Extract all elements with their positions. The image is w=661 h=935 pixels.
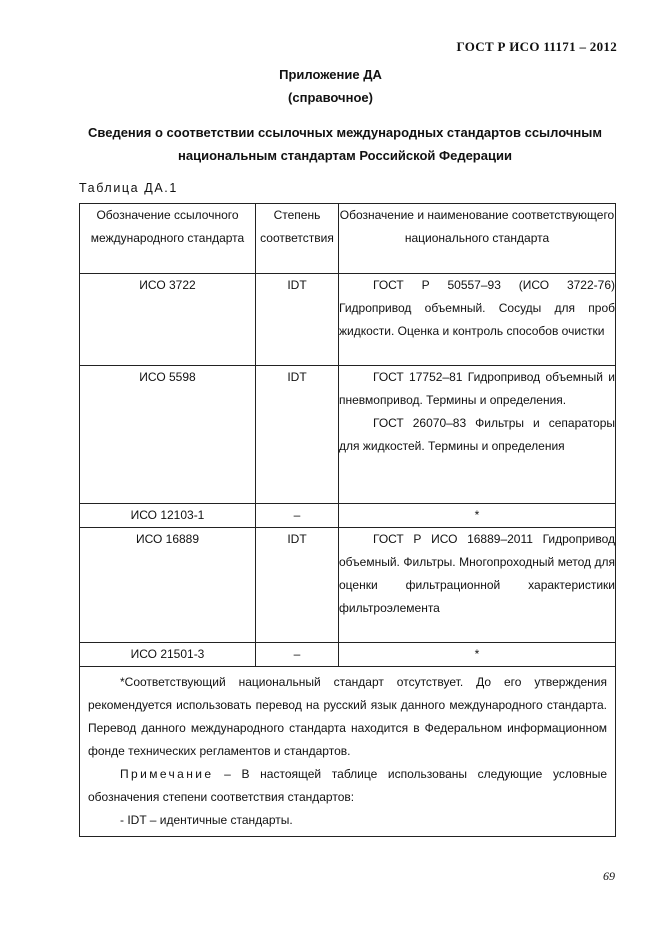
note-paragraph (88, 763, 607, 809)
international-standard-cell: ИСО 21501-3 (80, 643, 256, 667)
note-text: – В настоящей таблице использованы следующие условные обозначения степени соответствия стандартов: (88, 767, 607, 804)
table-notes-row (80, 667, 616, 837)
column-header-national: Обозначение и наименование соответствующего национального стандарта (339, 204, 616, 274)
table-row (80, 504, 616, 528)
national-standard-cell (339, 528, 616, 643)
national-standard-cell (339, 504, 616, 528)
degree-cell: – (256, 504, 339, 528)
document-header: ГОСТ Р ИСО 11171 – 2012 (456, 39, 617, 54)
national-standard-cell (339, 274, 616, 366)
national-standard-cell (339, 643, 616, 667)
table-row (80, 528, 616, 643)
appendix-title-block (0, 63, 661, 109)
appendix-subtitle: (справочное) (288, 90, 373, 105)
table-row (80, 274, 616, 366)
section-heading: Сведения о соответствии ссылочных международных стандартов ссылочным национальным стандартам Российской Федерации (88, 125, 602, 163)
table-header-row (80, 204, 616, 274)
degree-cell: IDT (256, 274, 339, 366)
degree-cell: IDT (256, 528, 339, 643)
table-row (80, 366, 616, 504)
footnote-marker: * (474, 508, 480, 522)
note-label: Примечание (120, 767, 214, 781)
international-standard-cell: ИСО 3722 (80, 274, 256, 366)
note-item: - IDT – идентичные стандарты. (120, 813, 293, 827)
column-header-international: Обозначение ссылочного международного стандарта (80, 204, 256, 274)
national-standard-text: ГОСТ Р 50557–93 (ИСО 3722-76) Гидропривод объемный. Сосуды для проб жидкости. Оценка и контроль способов очистки (339, 278, 615, 338)
page-number: 69 (603, 869, 615, 883)
table-notes (80, 667, 616, 837)
national-standard-text: ГОСТ 26070–83 Фильтры и сепараторы для жидкостей. Термины и определения (339, 416, 615, 453)
table-caption: Таблица ДА.1 (79, 181, 178, 195)
degree-cell: IDT (256, 366, 339, 504)
degree-cell: – (256, 643, 339, 667)
national-standard-cell (339, 366, 616, 504)
table-row (80, 643, 616, 667)
correspondence-table (79, 203, 616, 837)
national-standard-text: ГОСТ Р ИСО 16889–2011 Гидропривод объемный. Фильтры. Многопроходный метод для оценки фильтрационной характеристики фильтроэлемента (339, 532, 615, 615)
national-standard-text: ГОСТ 17752–81 Гидропривод объемный и пневмопривод. Термины и определения. (339, 370, 615, 407)
column-header-degree: Степень соответствия (256, 204, 339, 274)
appendix-title: Приложение ДА (279, 67, 382, 82)
footnote-text: *Соответствующий национальный стандарт отсутствует. До его утверждения рекомендуется использовать перевод на русский язык данного международного стандарта. Перевод данного международного стандарта находится в Федеральном информационном фонде технических регламентов и стандартов. (88, 675, 607, 758)
international-standard-cell: ИСО 5598 (80, 366, 256, 504)
footnote-marker: * (474, 647, 480, 661)
international-standard-cell: ИСО 12103-1 (80, 504, 256, 528)
international-standard-cell: ИСО 16889 (80, 528, 256, 643)
